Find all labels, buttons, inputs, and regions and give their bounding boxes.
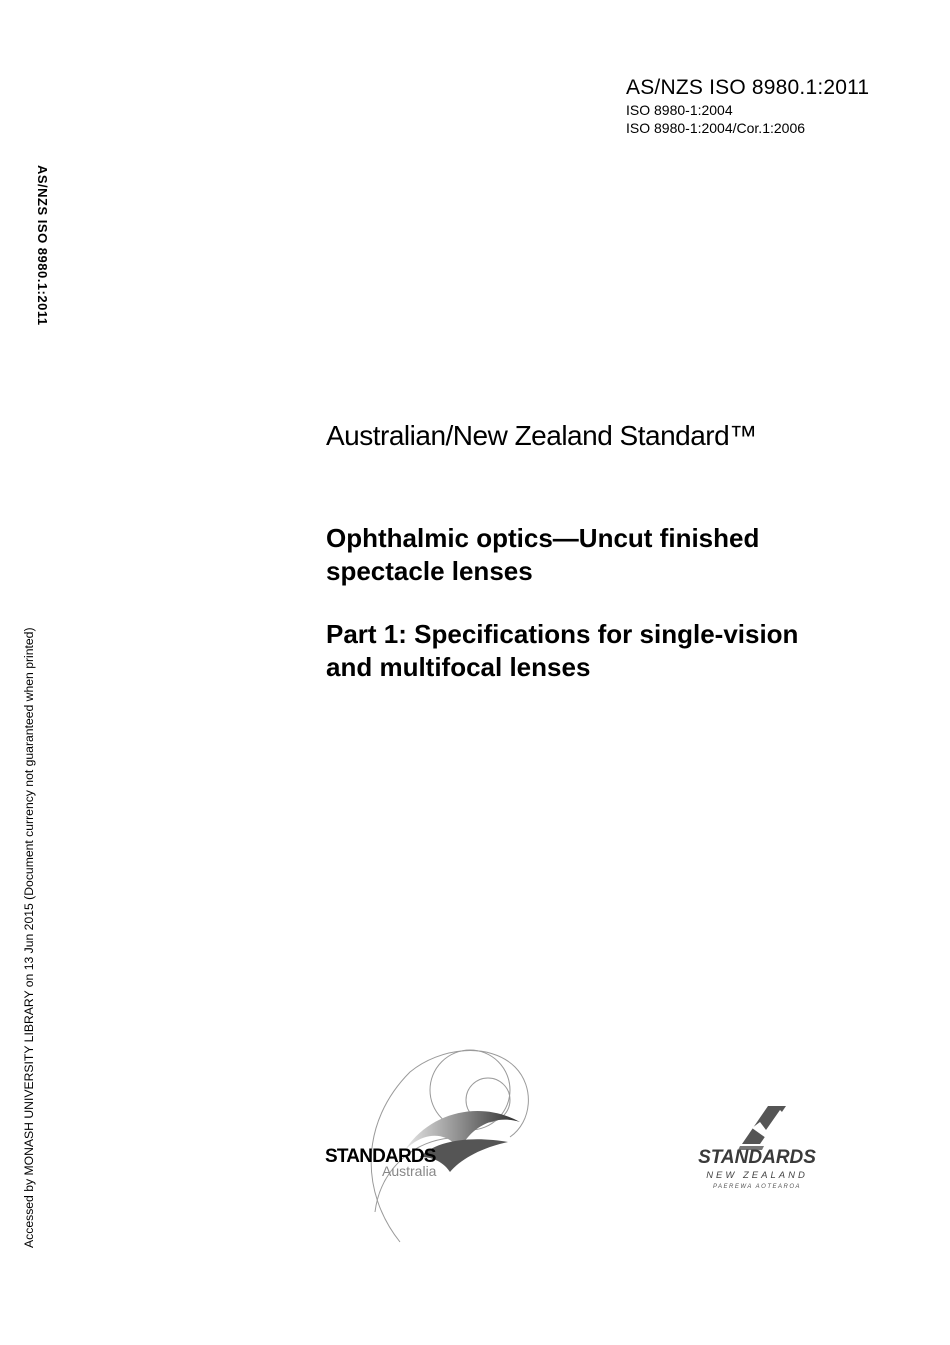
standards-australia-sub: Australia xyxy=(382,1163,437,1179)
standards-australia-logo xyxy=(320,1042,550,1252)
document-number: AS/NZS ISO 8980.1:2011 xyxy=(626,76,870,99)
reference-iso: ISO 8980-1:2004 xyxy=(626,102,733,118)
reference-corrigendum: ISO 8980-1:2004/Cor.1:2006 xyxy=(626,120,806,136)
part-title-line-1: Part 1: Specifications for single-vision xyxy=(326,619,799,649)
main-title-line-1: Ophthalmic optics—Uncut finished xyxy=(326,523,760,553)
standards-nz-sub: NEW ZEALAND xyxy=(706,1170,808,1181)
main-title xyxy=(326,522,759,588)
standards-nz-sub2: PAEREWA AOTEAROA xyxy=(712,1184,802,1190)
access-note: Accessed by MONASH UNIVERSITY LIBRARY on 13 Jun 2015 (Document currency not guaranteed when printed) xyxy=(22,627,36,1248)
standards-nz-word: STANDARDS xyxy=(698,1147,816,1168)
standards-new-zealand-logo xyxy=(672,1098,842,1196)
standards-australia-word: STANDARDS xyxy=(325,1146,436,1167)
part-title xyxy=(326,618,798,684)
series-title: Australian/New Zealand Standard™ xyxy=(326,420,757,451)
spine-label: AS/NZS ISO 8980.1:2011 xyxy=(35,165,50,326)
main-title-line-2: spectacle lenses xyxy=(326,556,533,586)
part-title-line-2: and multifocal lenses xyxy=(326,652,591,682)
